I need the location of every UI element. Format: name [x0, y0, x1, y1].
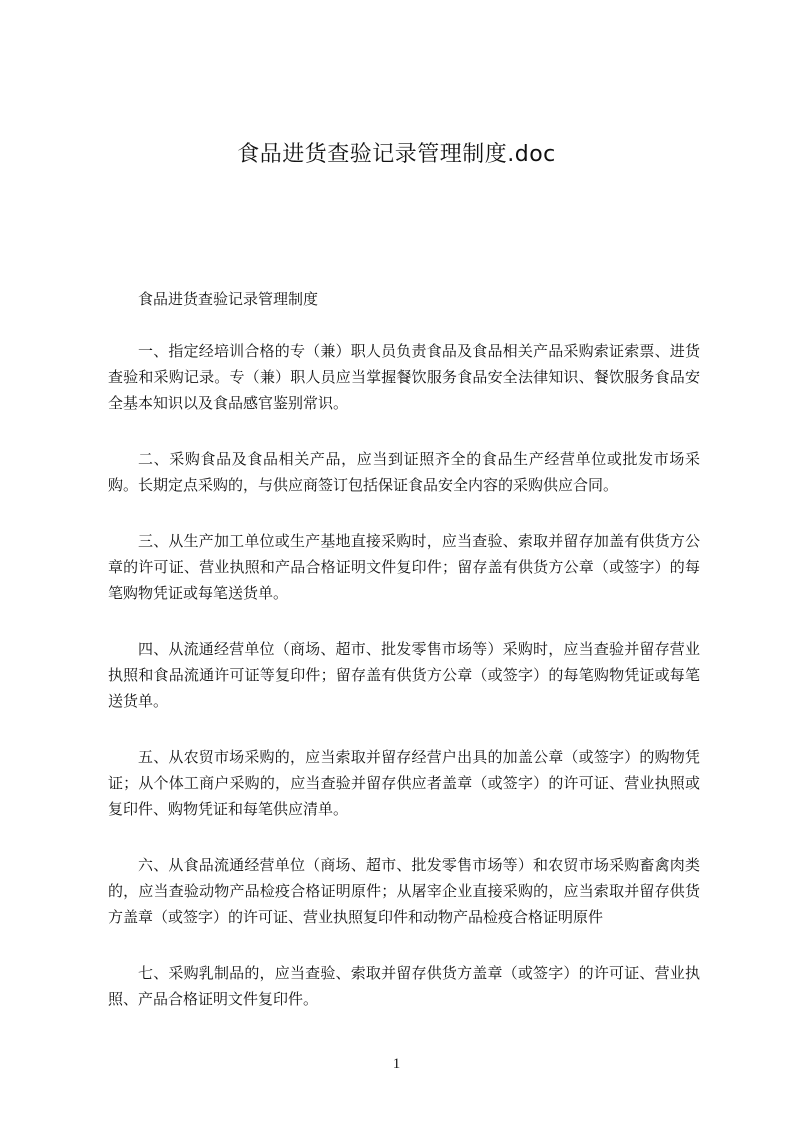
paragraph-1: 一、指定经培训合格的专（兼）职人员负责食品及食品相关产品采购索证索票、进货查验和采购记录。专（兼）职人员应当掌握餐饮服务食品安全法律知识、餐饮服务食品安全基本知识以及食品感官鉴别常识。: [108, 342, 700, 412]
paragraph-7: 七、采购乳制品的，应当查验、索取并留存供货方盖章（或签字）的许可证、营业执照、产品合格证明文件复印件。: [108, 964, 700, 1008]
document-subtitle: 食品进货查验记录管理制度: [138, 290, 319, 308]
document-title: 食品进货查验记录管理制度.doc: [237, 142, 556, 167]
paragraph-2: 二、采购食品及食品相关产品，应当到证照齐全的食品生产经营单位或批发市场采购。长期定点采购的，与供应商签订包括保证食品安全内容的采购供应合同。: [108, 450, 700, 494]
paragraph-3: 三、从生产加工单位或生产基地直接采购时，应当查验、索取并留存加盖有供货方公章的许可证、营业执照和产品合格证明文件复印件；留存盖有供货方公章（或签字）的每笔购物凭证或每笔送货单。: [108, 532, 700, 602]
paragraph-6: 六、从食品流通经营单位（商场、超市、批发零售市场等）和农贸市场采购畜禽肉类的，应当查验动物产品检疫合格证明原件；从屠宰企业直接采购的，应当索取并留存供货方盖章（或签字）的许可证、营业执照复印件和动物产品检疫合格证明原件: [108, 856, 700, 926]
paragraph-5: 五、从农贸市场采购的，应当索取并留存经营户出具的加盖公章（或签字）的购物凭证；从个体工商户采购的，应当查验并留存供应者盖章（或签字）的许可证、营业执照或复印件、购物凭证和每笔供应清单。: [108, 748, 700, 818]
paragraph-4: 四、从流通经营单位（商场、超市、批发零售市场等）采购时，应当查验并留存营业执照和食品流通许可证等复印件；留存盖有供货方公章（或签字）的每笔购物凭证或每笔送货单。: [108, 640, 700, 710]
page-number: 1: [392, 1056, 401, 1072]
document-body: [108, 286, 700, 1042]
